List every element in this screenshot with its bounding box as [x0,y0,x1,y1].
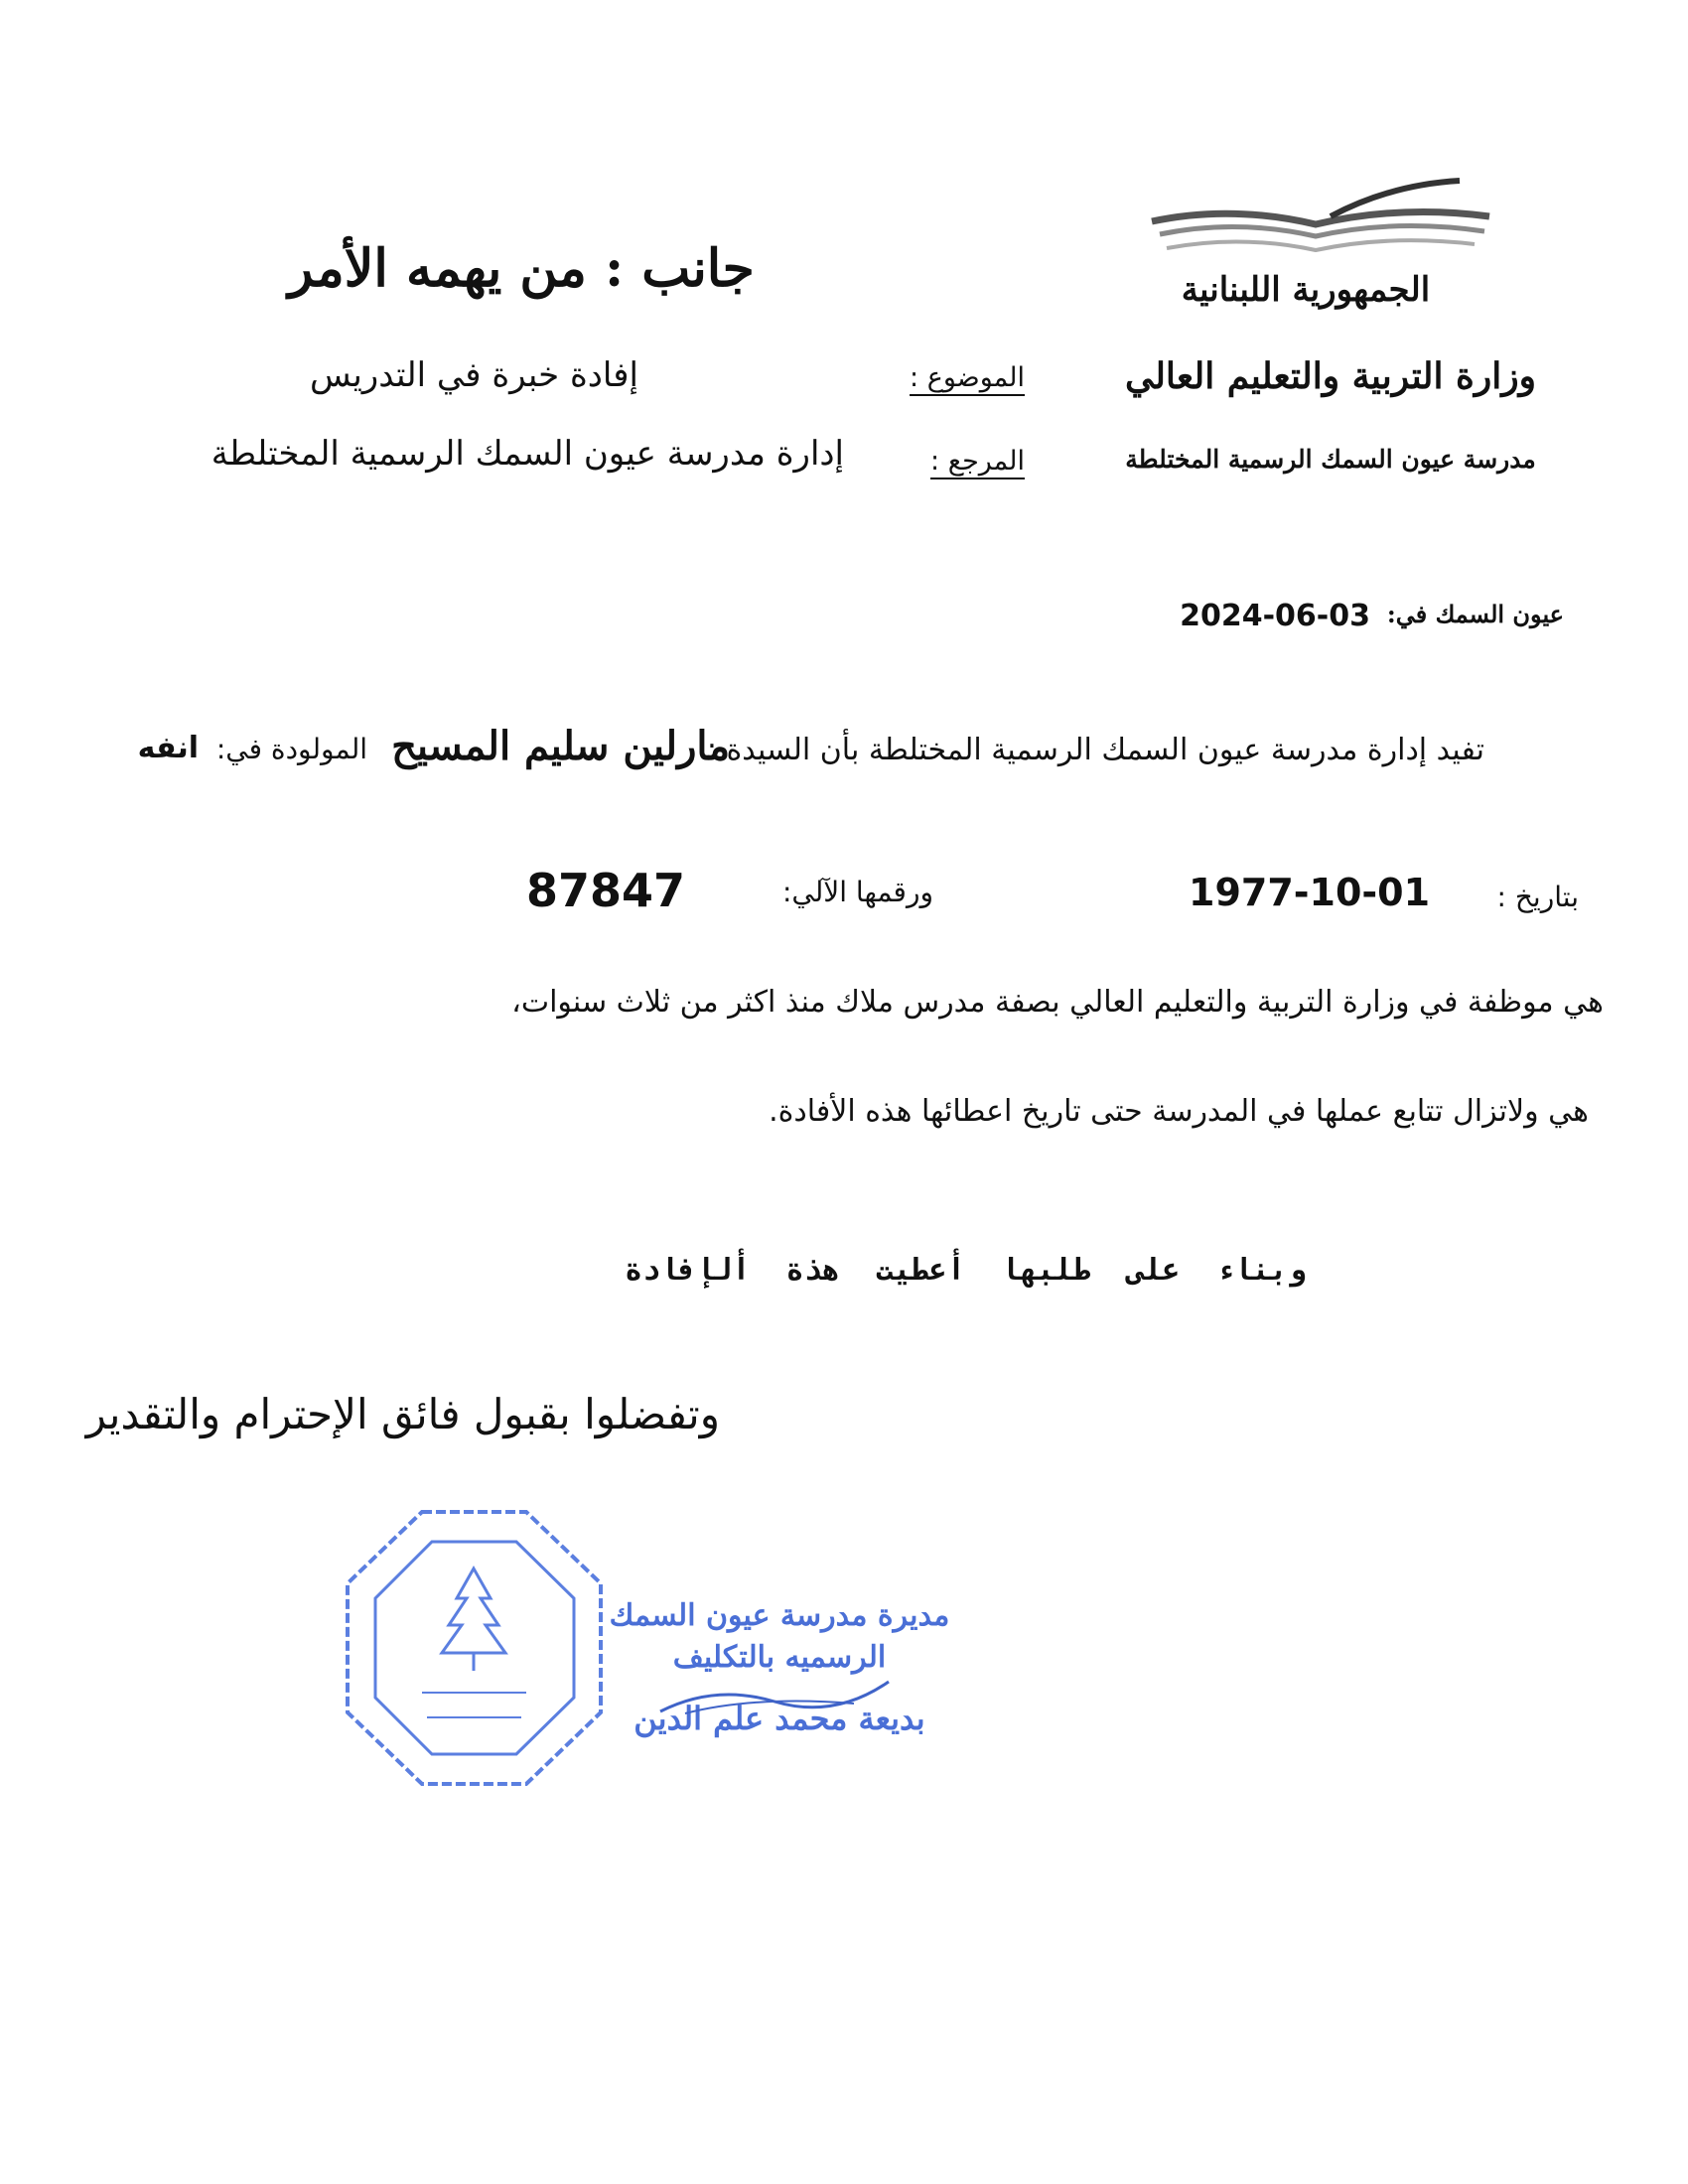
signature-scribble-icon [655,1674,894,1723]
issuance-statement: وبناء على طلبها أعطيت هذة ألإفادة [624,1253,1306,1288]
signatory-title: مديرة مدرسة عيون السمك [609,1598,950,1633]
birth-date-label: بتاريخ : [1496,881,1579,913]
subject-value: إفادة خبرة في التدريس [309,355,638,395]
reference-value: إدارة مدرسة عيون السمك الرسمية المختلطة [211,434,844,474]
born-label: المولودة في: [215,733,367,765]
intro-text: تفيد إدارة مدرسة عيون السمك الرسمية المختلطة بأن السيدة : [706,733,1484,767]
republic-title: الجمهورية اللبنانية [1181,270,1431,310]
ministry-title: وزارة التربية والتعليم العالي [1124,355,1537,397]
employment-paragraph: هي موظفة في وزارة التربية والتعليم العالي بصفة مدرس ملاك منذ اكثر من ثلاث سنوات، [511,985,1604,1020]
employee-number-label: ورقمها الآلي: [781,876,933,908]
subject-label: الموضوع : [910,362,1025,393]
issue-date: 2024-06-03 [1180,599,1370,633]
official-stamp-icon [338,1504,611,1792]
employee-number: 87847 [526,864,686,917]
signatory-name: بديعة محمد علم الدين [633,1700,925,1737]
school-name: مدرسة عيون السمك الرسمية المختلطة [1125,445,1536,474]
addressee-heading: جانب : من يهمه الأمر [288,238,755,299]
signatory-role: الرسميه بالتكليف [672,1640,887,1675]
book-logo-icon [1142,177,1499,256]
born-place: انفه [137,731,199,765]
employee-name: مارلين سليم المسيح [391,723,730,769]
date-place-label: عيون السمك في: [1386,600,1564,628]
birth-date: 1977-10-01 [1189,871,1431,914]
reference-label: المرجع : [930,446,1025,477]
continuation-paragraph: هي ولاتزال تتابع عملها في المدرسة حتى تاريخ اعطائها هذه الأفادة. [769,1094,1589,1129]
closing-line: وتفضلوا بقبول فائق الإحترام والتقدير [85,1390,720,1438]
